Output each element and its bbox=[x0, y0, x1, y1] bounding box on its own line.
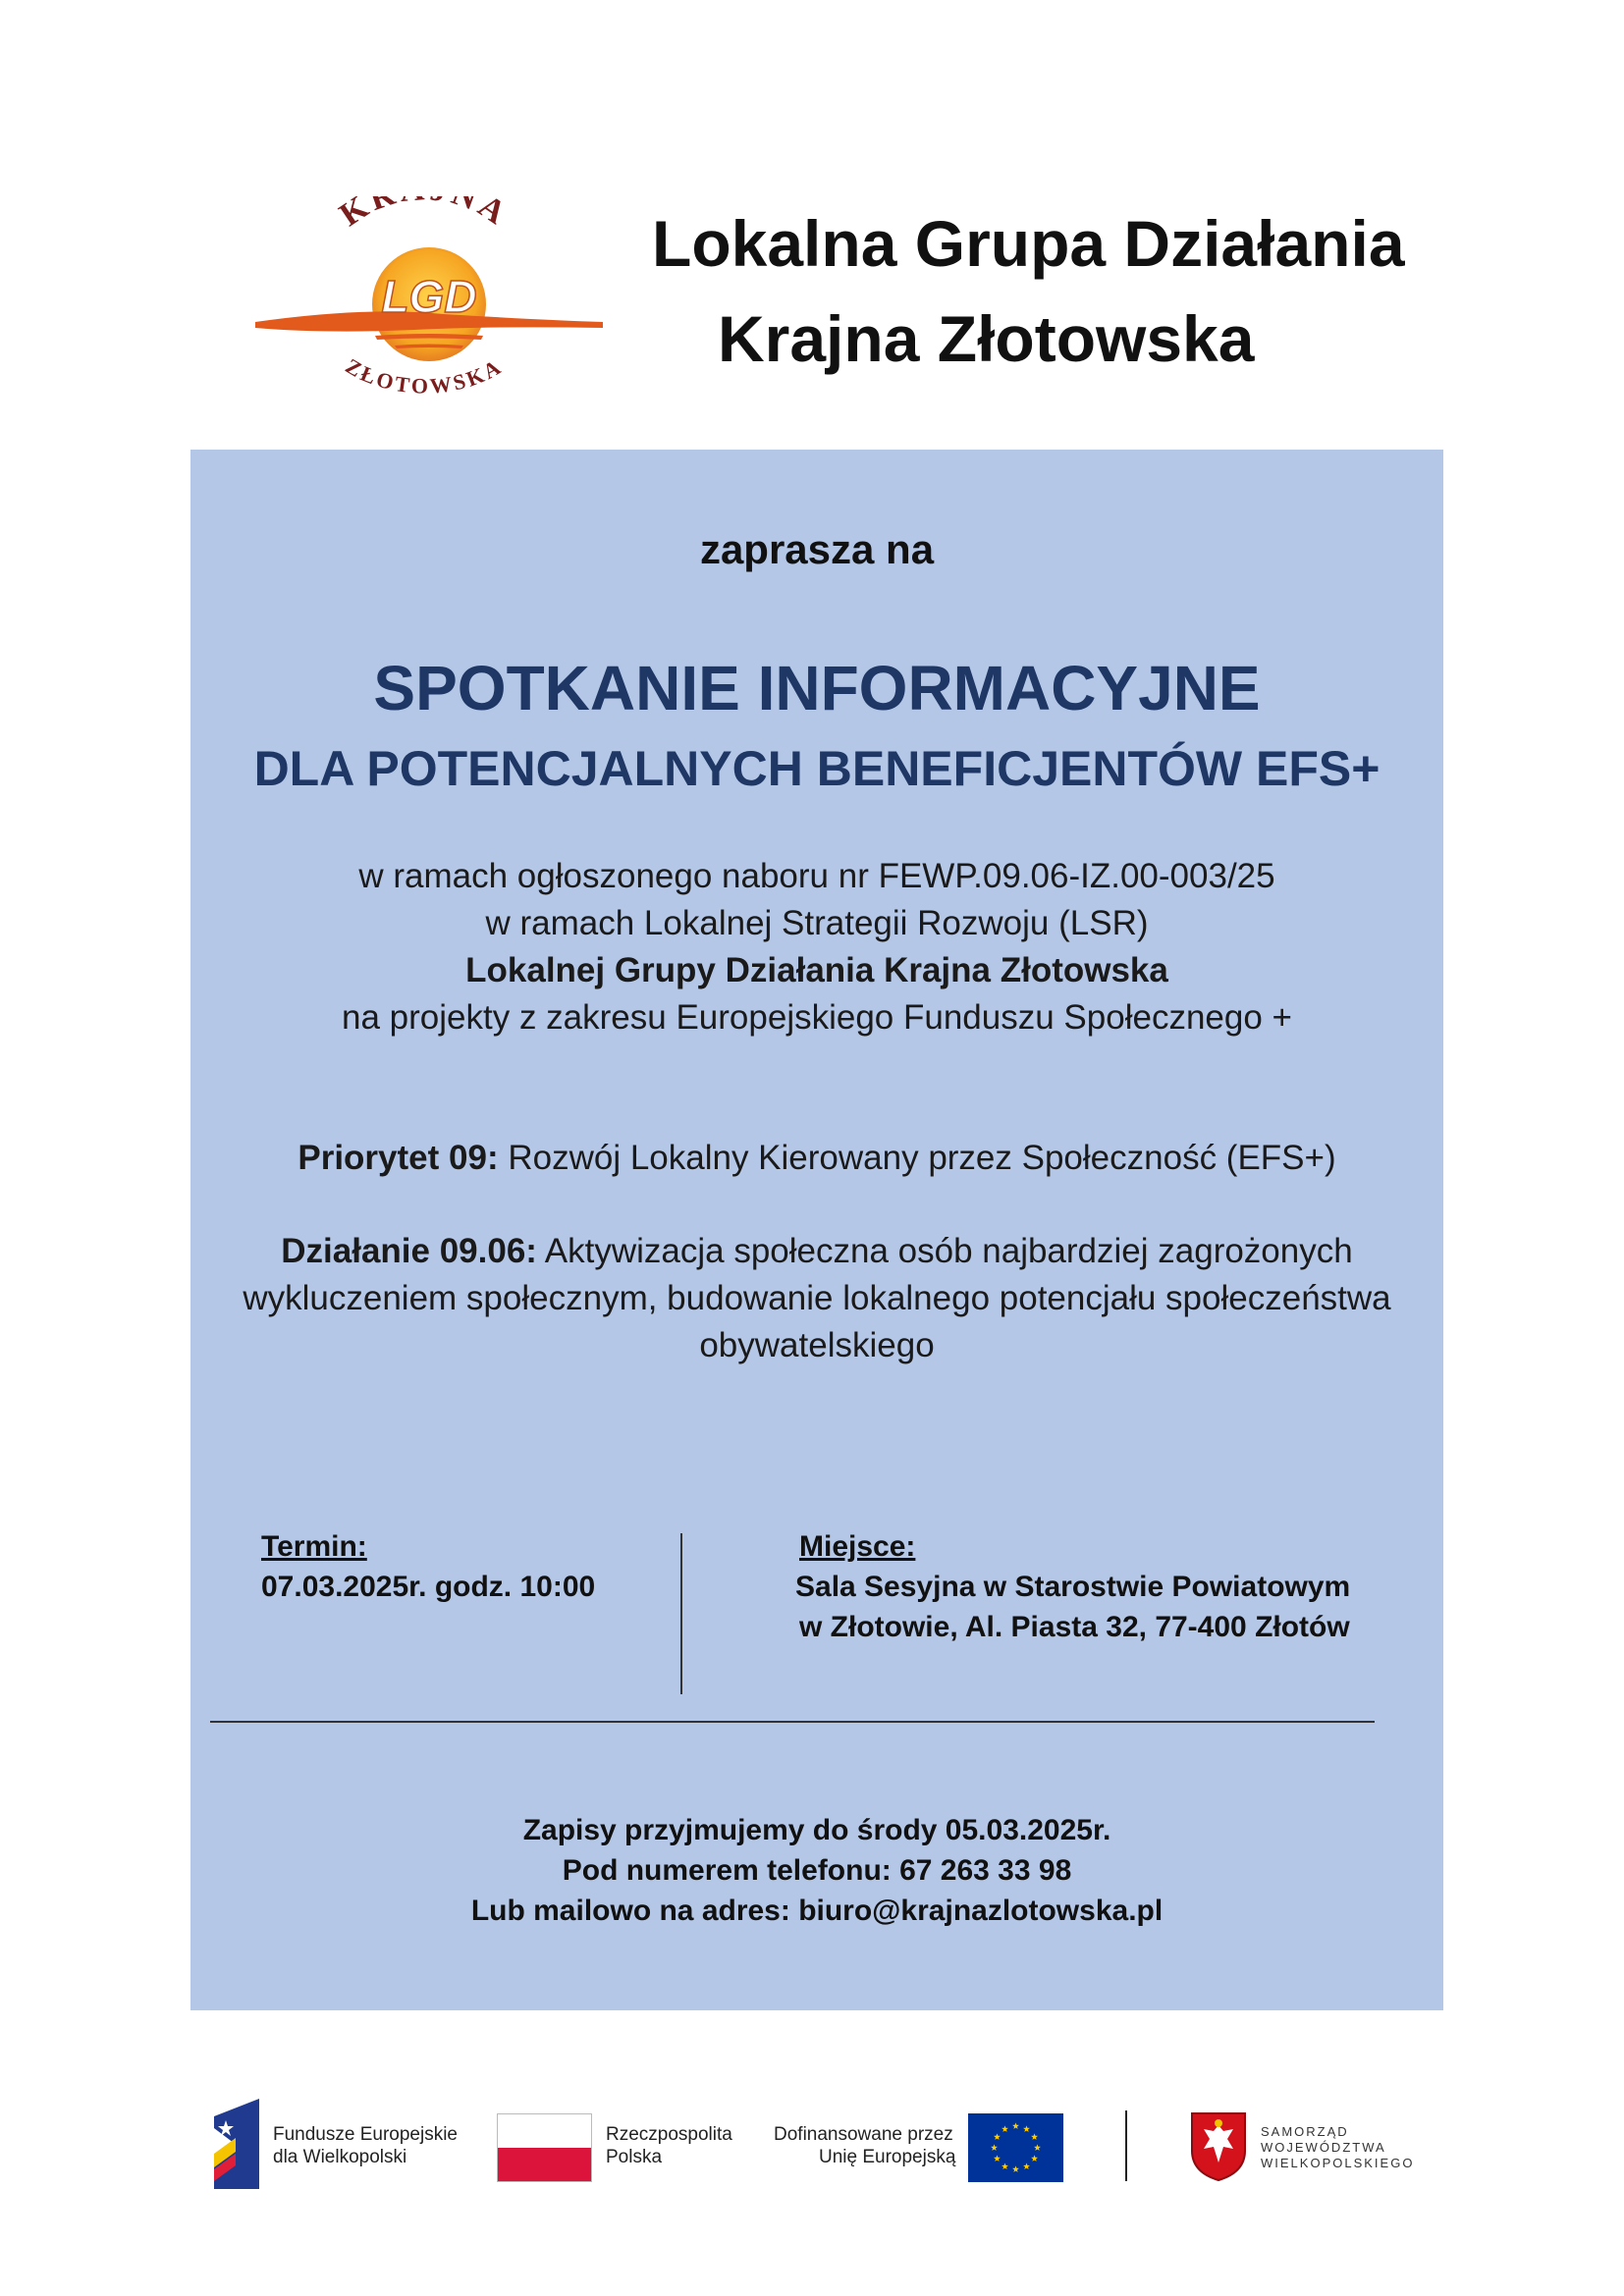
logo-center-text: LGD bbox=[381, 271, 477, 322]
eu-star-icon bbox=[991, 2144, 998, 2151]
term-label: Termin: bbox=[261, 1530, 367, 1563]
event-subtitle: DLA POTENCJALNYCH BENEFICJENTÓW EFS+ bbox=[253, 741, 1380, 796]
rp-line2: Polska bbox=[606, 2147, 663, 2167]
fe-line2: dla Wielkopolski bbox=[273, 2147, 407, 2167]
logo-top-text: K NA bbox=[333, 196, 515, 235]
vertical-divider bbox=[680, 1533, 682, 1694]
action-line1 bbox=[190, 1232, 1443, 1271]
eu-star-icon bbox=[1023, 2163, 1030, 2169]
logo-bottom-text: ZŁOTOWSKA bbox=[341, 352, 508, 399]
description-line1: w ramach ogłoszonego naboru nr FEWP.09.06-IZ.00-003/25 bbox=[358, 857, 1275, 895]
eu-line2: Unię Europejską bbox=[819, 2147, 956, 2167]
eu-star-icon bbox=[1023, 2125, 1030, 2132]
event-title: SPOTKANIE INFORMACYJNE bbox=[373, 653, 1261, 723]
place-line2: w Złotowie, Al. Piasta 32, 77-400 Złotów bbox=[799, 1611, 1350, 1643]
horizontal-divider bbox=[210, 1721, 1375, 1723]
priority-line bbox=[190, 1139, 1443, 1178]
org-name-line1: Lokalna Grupa Działania bbox=[652, 207, 1405, 280]
place-label: Miejsce: bbox=[799, 1530, 916, 1563]
action-label: Działanie 09.06: bbox=[281, 1232, 537, 1270]
eu-line1: Dofinansowane przez bbox=[774, 2124, 953, 2145]
woj-line3: WIELKOPOLSKIEGO bbox=[1261, 2156, 1415, 2170]
fe-line1: Fundusze Europejskie bbox=[273, 2124, 458, 2145]
invite-text: zaprasza na bbox=[699, 526, 935, 572]
description-line3: Lokalnej Grupy Działania Krajna Złotowska bbox=[465, 951, 1168, 989]
action-line3: obywatelskiego bbox=[699, 1326, 935, 1364]
description-line2: w ramach Lokalnej Strategii Rozwoju (LSR) bbox=[485, 904, 1149, 942]
woj-line2: WOJEWÓDZTWA bbox=[1261, 2140, 1386, 2155]
svg-text:KRAJNA bbox=[333, 196, 514, 234]
action-line2: wykluczeniem społecznym, budowanie lokalnego potencjału społeczeństwa bbox=[243, 1279, 1391, 1317]
priority-label: Priorytet 09: bbox=[298, 1139, 499, 1177]
registration-line2: Pod numerem telefonu: 67 263 33 98 bbox=[562, 1854, 1072, 1887]
wielkopolska-coat-of-arms-icon bbox=[1190, 2111, 1247, 2182]
eu-flag-icon bbox=[968, 2113, 1063, 2182]
eu-star-icon bbox=[1001, 2125, 1008, 2132]
registration-line1: Zapisy przyjmujemy do środy 05.03.2025r. bbox=[522, 1814, 1111, 1846]
org-name-line2: Krajna Złotowska bbox=[718, 302, 1255, 375]
registration-line3: Lub mailowo na adres: biuro@krajnazlotowska.pl bbox=[470, 1895, 1164, 1927]
term-value: 07.03.2025r. godz. 10:00 bbox=[261, 1571, 596, 1603]
invitation-panel bbox=[190, 450, 1443, 2010]
eu-star-icon bbox=[1012, 2165, 1019, 2172]
eu-star-icon bbox=[1034, 2144, 1041, 2151]
eu-star-icon bbox=[1031, 2133, 1038, 2140]
eu-star-icon bbox=[1012, 2122, 1019, 2129]
eu-star-icon bbox=[994, 2155, 1001, 2162]
description-line4: na projekty z zakresu Europejskiego Funduszu Społecznego + bbox=[342, 998, 1292, 1037]
woj-line1: SAMORZĄD bbox=[1261, 2124, 1349, 2139]
fe-logo-icon bbox=[214, 2099, 259, 2189]
woj-text bbox=[1261, 2124, 1414, 2171]
priority-text: Rozwój Lokalny Kierowany przez Społeczność (EFS+) bbox=[498, 1139, 1336, 1177]
place-line1: Sala Sesyjna w Starostwie Powiatowym bbox=[795, 1571, 1351, 1603]
rp-line1: Rzeczpospolita bbox=[606, 2124, 732, 2145]
eu-star-icon bbox=[994, 2133, 1001, 2140]
lgd-logo bbox=[247, 196, 611, 417]
eu-star-icon bbox=[1001, 2163, 1008, 2169]
action-text: Aktywizacja społeczna osób najbardziej zagrożonych bbox=[536, 1232, 1353, 1270]
footer-separator bbox=[1125, 2110, 1127, 2181]
poland-flag-icon bbox=[497, 2113, 592, 2182]
eu-star-icon bbox=[1031, 2155, 1038, 2162]
